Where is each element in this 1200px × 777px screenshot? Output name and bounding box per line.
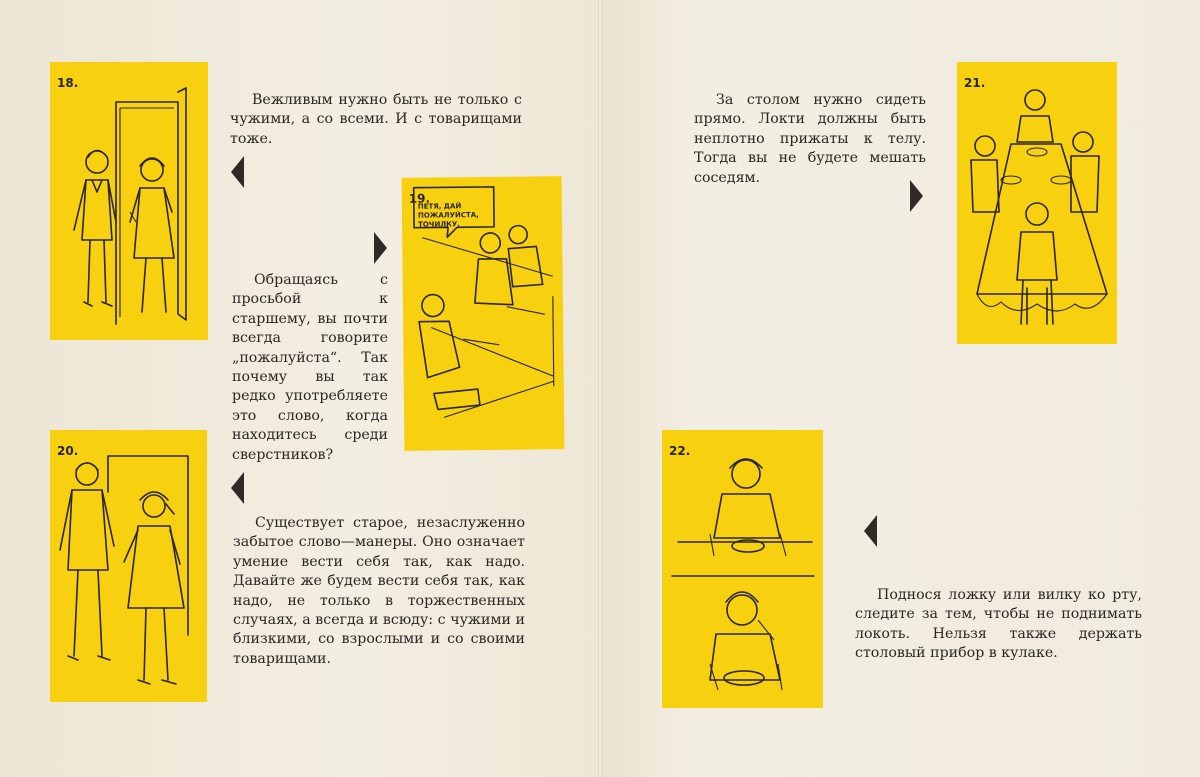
- illustration-panel-21: [957, 62, 1117, 344]
- panel-number: 19.: [408, 191, 431, 206]
- illustration-boy-and-girl-talking: [50, 430, 207, 702]
- speech-bubble-text: ПЕТЯ, ДАЙ ПОЖАЛУЙСТА, ТОЧИЛКУ.: [417, 202, 479, 229]
- illustration-boy-eating: [662, 430, 823, 708]
- panel-number: 20.: [57, 444, 79, 458]
- arrow-left-icon: [231, 472, 244, 504]
- text-18: Вежливым нужно быть не только с чужими, а со всеми. И с товарищами тоже.: [230, 92, 522, 147]
- text-19: Обращаясь с просьбой к старшему, вы почти всегда говорите „пожалуйста“. Так почему вы так редко употребляете это слово, когда находитесь среди сверстников?: [232, 272, 388, 463]
- panel-number: 21.: [964, 76, 986, 90]
- illustration-panel-18: [50, 62, 208, 340]
- text-22: Поднося ложку или вилку ко рту, следите за тем, чтобы не поднимать локоть. Нельзя также держать столовый прибор в кулаке.: [855, 587, 1142, 662]
- text-20: Существует старое, незаслуженно забытое слово—манеры. Оно означает умение вести себя так, как надо. Давайте же будем вести себя так, как надо, не только в торжественных случаях, а всегда и всюду: с чужими и близкими, со взрослыми и со своими товарищами.: [233, 515, 525, 667]
- text-21: За столом нужно сидеть прямо. Локти должны быть неплотно прижаты к телу. Тогда вы не будете мешать соседям.: [694, 92, 926, 186]
- illustration-panel-22: [662, 430, 823, 708]
- arrow-left-icon: [231, 156, 244, 188]
- illustration-panel-19: [402, 176, 565, 451]
- panel-number: 18.: [57, 76, 79, 90]
- page-fold: [598, 0, 602, 777]
- arrow-right-icon: [374, 232, 387, 264]
- illustration-panel-20: [50, 430, 207, 702]
- arrow-left-icon: [864, 515, 877, 547]
- illustration-boys-and-girl-at-door: [50, 62, 208, 340]
- illustration-family-at-table: [957, 62, 1117, 344]
- panel-number: 22.: [669, 444, 691, 458]
